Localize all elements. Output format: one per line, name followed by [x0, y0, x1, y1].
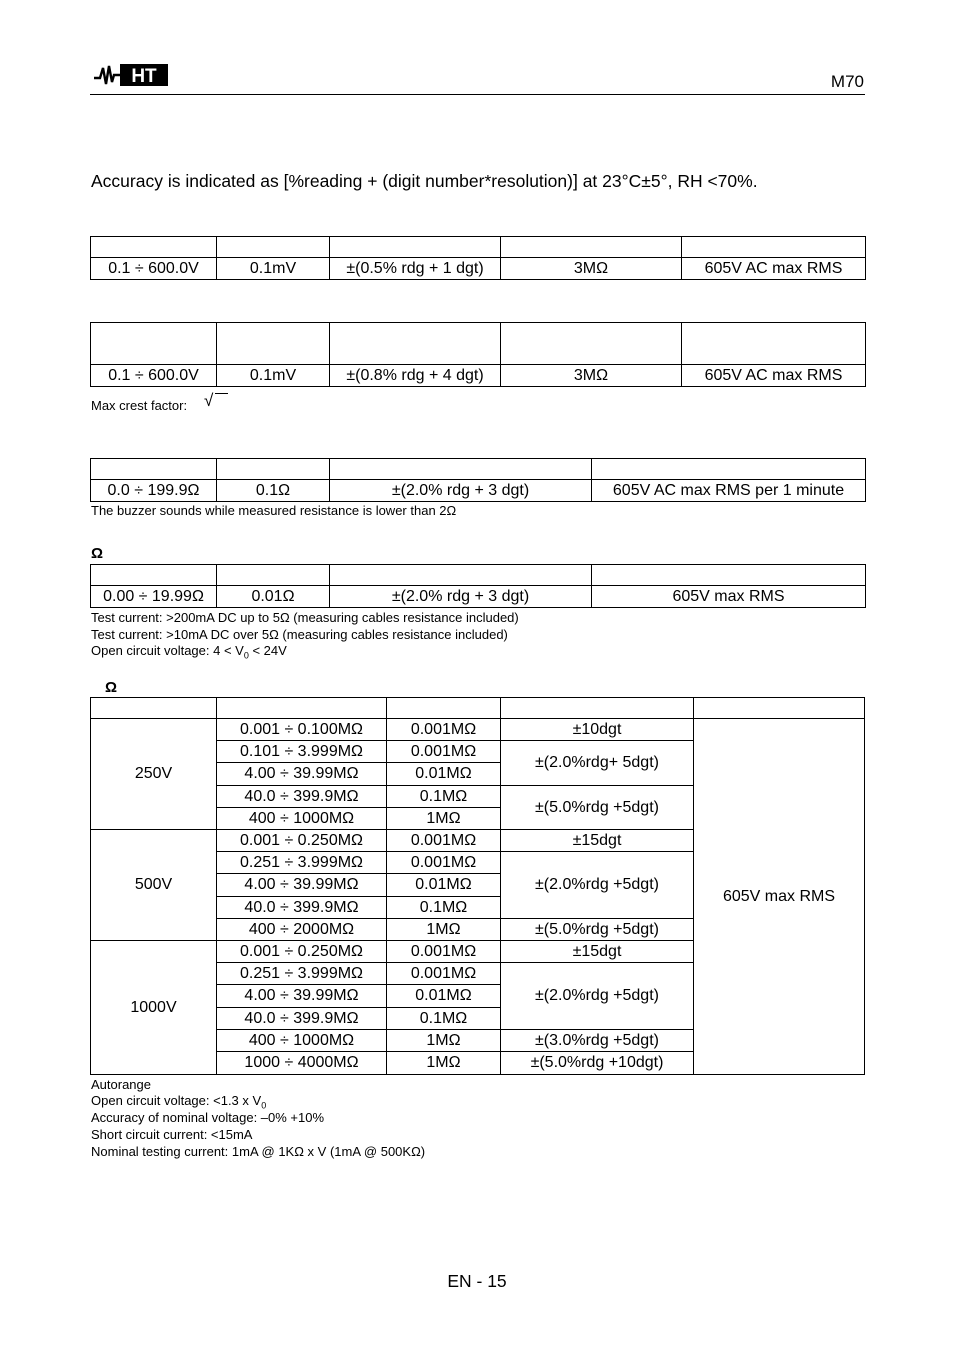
header-cell [91, 323, 217, 365]
protection-cell: 605V AC max RMS [682, 258, 866, 280]
resolution-cell: 1MΩ [387, 1052, 501, 1075]
range-cell: 0.1 ÷ 600.0V [91, 258, 217, 280]
accuracy-cell: ±(3.0%rdg +5dgt) [501, 1030, 694, 1052]
header-cell [501, 237, 682, 258]
accuracy-cell: ±15dgt [501, 830, 694, 852]
resolution-cell: 0.1MΩ [387, 1008, 501, 1030]
accuracy-cell: ±(5.0%rdg +5dgt) [501, 919, 694, 941]
resolution-cell: 0.001MΩ [387, 719, 501, 741]
range-cell: 0.251 ÷ 3.999MΩ [217, 963, 387, 985]
accuracy-cell: ±(2.0%rdg +5dgt) [501, 852, 694, 919]
range-cell: 400 ÷ 2000MΩ [217, 919, 387, 941]
test-voltage-cell: 500V [91, 830, 217, 941]
header-cell [501, 698, 694, 719]
header-cell [501, 323, 682, 365]
sqrt-bar [215, 393, 228, 394]
impedance-cell: 3MΩ [501, 258, 682, 280]
header-cell [330, 565, 592, 586]
range-cell: 1000 ÷ 4000MΩ [217, 1052, 387, 1075]
accuracy-cell: ±(0.8% rdg + 4 dgt) [330, 365, 501, 387]
resolution-cell: 0.001MΩ [387, 941, 501, 963]
resolution-cell: 0.001MΩ [387, 852, 501, 874]
resolution-cell: 0.1Ω [217, 480, 330, 502]
range-cell: 400 ÷ 1000MΩ [217, 808, 387, 830]
dc-voltage-table [90, 236, 866, 280]
autorange-note: Autorange [91, 1077, 151, 1092]
protection-cell: 605V max RMS [592, 586, 866, 608]
protection-cell: 605V AC max RMS [682, 365, 866, 387]
model-name: M70 [830, 72, 864, 91]
resolution-cell: 0.01MΩ [387, 874, 501, 897]
resolution-cell: 0.001MΩ [387, 963, 501, 985]
ohm-symbol: Ω [105, 679, 118, 696]
header-cell [217, 565, 330, 586]
header-cell [217, 323, 330, 365]
open-circuit-note: Open circuit voltage: <1.3 x $V_0$ [91, 1093, 267, 1111]
insulation-table [90, 697, 865, 1075]
open-circuit-note: Open circuit voltage: $4 < V_0 < 24V$ [91, 643, 287, 661]
header-cell [91, 459, 217, 480]
header-cell [217, 698, 387, 719]
buzzer-note: The buzzer sounds while measured resistance is lower than 2Ω [91, 503, 457, 518]
impedance-cell: 3MΩ [501, 365, 682, 387]
test-current-note: Test current: >200mA DC up to 5Ω (measuring cables resistance included) [91, 610, 519, 625]
ac-voltage-table [90, 322, 866, 387]
accuracy-cell: ±(2.0% rdg + 3 dgt) [330, 480, 592, 502]
accuracy-intro: Accuracy is indicated as [%reading + (digit number*resolution)] at 23°C±5°, RH <70%. [91, 171, 758, 191]
range-cell: 4.00 ÷ 39.99MΩ [217, 985, 387, 1008]
ohm-symbol: Ω [91, 545, 104, 562]
range-cell: 4.00 ÷ 39.99MΩ [217, 763, 387, 786]
svg-text:HT: HT [131, 66, 157, 87]
test-voltage-cell: 250V [91, 719, 217, 830]
sqrt-icon: √ [204, 391, 214, 410]
accuracy-cell: ±(5.0%rdg +5dgt) [501, 786, 694, 830]
range-cell: 0.1 ÷ 600.0V [91, 365, 217, 387]
header-cell [217, 459, 330, 480]
range-cell: 400 ÷ 1000MΩ [217, 1030, 387, 1052]
header-cell [217, 237, 330, 258]
resolution-cell: 0.01Ω [217, 586, 330, 608]
nominal-accuracy-note: Accuracy of nominal voltage: –0% +10% [91, 1110, 325, 1125]
header-cell [592, 459, 866, 480]
continuity-table [90, 458, 866, 502]
crest-factor-note: Max crest factor: [91, 398, 188, 413]
header-cell [694, 698, 865, 719]
range-cell: 0.00 ÷ 19.99Ω [91, 586, 217, 608]
protection-cell: 605V max RMS [694, 719, 865, 1075]
low-ohm-table [90, 564, 866, 608]
header-cell [91, 565, 217, 586]
header-cell [682, 237, 866, 258]
resolution-cell: 1MΩ [387, 1030, 501, 1052]
accuracy-cell: ±(2.0% rdg + 3 dgt) [330, 586, 592, 608]
range-cell: 0.101 ÷ 3.999MΩ [217, 741, 387, 763]
accuracy-cell: ±(5.0%rdg +10dgt) [501, 1052, 694, 1075]
test-current-note: Test current: >10mA DC over 5Ω (measuring cables resistance included) [91, 627, 508, 642]
resolution-cell: 0.01MΩ [387, 763, 501, 786]
resolution-cell: 0.001MΩ [387, 741, 501, 763]
page-number: EN - 15 [447, 1271, 507, 1291]
header-cell [682, 323, 866, 365]
testing-current-note: Nominal testing current: 1mA @ 1KΩ x V (1mA @ 500KΩ) [91, 1144, 426, 1159]
resolution-cell: 0.1mV [217, 365, 330, 387]
resolution-cell: 0.1MΩ [387, 897, 501, 919]
range-cell: 0.251 ÷ 3.999MΩ [217, 852, 387, 874]
range-cell: 40.0 ÷ 399.9MΩ [217, 786, 387, 808]
accuracy-cell: ±(0.5% rdg + 1 dgt) [330, 258, 501, 280]
range-cell: 40.0 ÷ 399.9MΩ [217, 897, 387, 919]
resolution-cell: 1MΩ [387, 919, 501, 941]
range-cell: 0.001 ÷ 0.250MΩ [217, 830, 387, 852]
ht-logo [92, 62, 170, 88]
header-cell [91, 698, 217, 719]
range-cell: 0.0 ÷ 199.9Ω [91, 480, 217, 502]
range-cell: 0.001 ÷ 0.100MΩ [217, 719, 387, 741]
range-cell: 0.001 ÷ 0.250MΩ [217, 941, 387, 963]
header-cell [387, 698, 501, 719]
accuracy-cell: ±10dgt [501, 719, 694, 741]
accuracy-cell: ±(2.0%rdg+ 5dgt) [501, 741, 694, 786]
resolution-cell: 1MΩ [387, 808, 501, 830]
header-rule [90, 94, 865, 95]
resolution-cell: 0.01MΩ [387, 985, 501, 1008]
resolution-cell: 0.1MΩ [387, 786, 501, 808]
header-cell [592, 565, 866, 586]
accuracy-cell: ±(2.0%rdg +5dgt) [501, 963, 694, 1030]
range-cell: 40.0 ÷ 399.9MΩ [217, 1008, 387, 1030]
header-cell [330, 237, 501, 258]
resolution-cell: 0.1mV [217, 258, 330, 280]
accuracy-cell: ±15dgt [501, 941, 694, 963]
header-cell [330, 459, 592, 480]
resolution-cell: 0.001MΩ [387, 830, 501, 852]
short-circuit-note: Short circuit current: <15mA [91, 1127, 253, 1142]
header-cell [91, 237, 217, 258]
range-cell: 4.00 ÷ 39.99MΩ [217, 874, 387, 897]
header-cell [330, 323, 501, 365]
test-voltage-cell: 1000V [91, 941, 217, 1075]
protection-cell: 605V AC max RMS per 1 minute [592, 480, 866, 502]
